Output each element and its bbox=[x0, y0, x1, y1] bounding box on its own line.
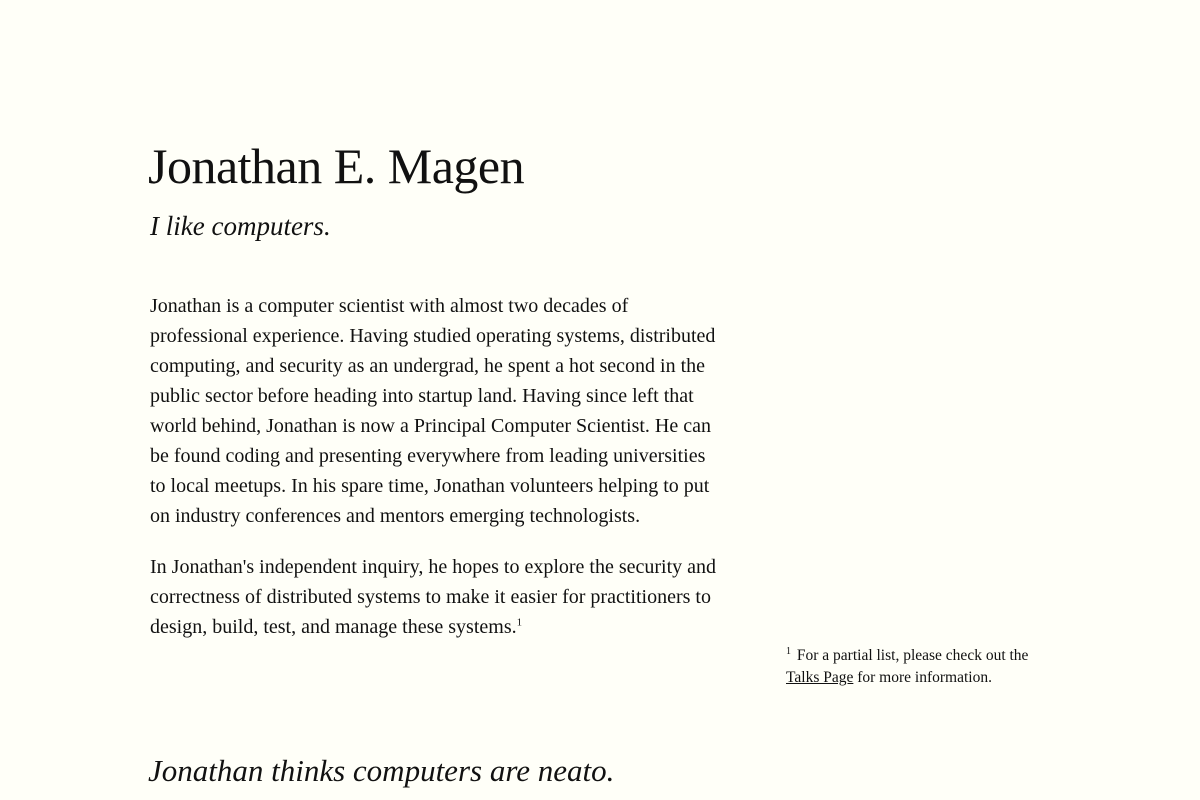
sidenote-number: 1 bbox=[786, 645, 791, 657]
page-subtitle: I like computers. bbox=[150, 211, 331, 241]
bio-paragraph-1: Jonathan is a computer scientist with almost two decades of professional experience. Having studied operating systems, distributed computing, and security as an undergrad, he spent a hot second in the public sector before heading into startup land. Having since left that world behind, Jonathan is now a Principal Computer Scientist. He can be found coding and presenting everywhere from leading universities to local meetups. In his spare time, Jonathan volunteers helping to put on industry conferences and mentors emerging technologists. bbox=[150, 295, 716, 527]
footnote-reference[interactable]: 1 bbox=[516, 616, 523, 629]
bio-section bbox=[150, 291, 725, 663]
page-title: Jonathan E. Magen bbox=[148, 138, 525, 194]
section-heading: Jonathan thinks computers are neato. bbox=[148, 753, 615, 788]
sidenote-text-before: For a partial list, please check out the bbox=[796, 647, 1029, 664]
bio-paragraph-2 bbox=[150, 552, 725, 642]
talks-page-link[interactable]: Talks Page bbox=[786, 669, 854, 686]
sidenote-text-after: for more information. bbox=[857, 669, 992, 686]
bio-paragraph-2-text: In Jonathan's independent inquiry, he hopes to explore the security and correctness of distributed systems to make it easier for practitioners to design, build, test, and manage these systems. bbox=[150, 556, 717, 638]
sidenote bbox=[786, 645, 1086, 689]
